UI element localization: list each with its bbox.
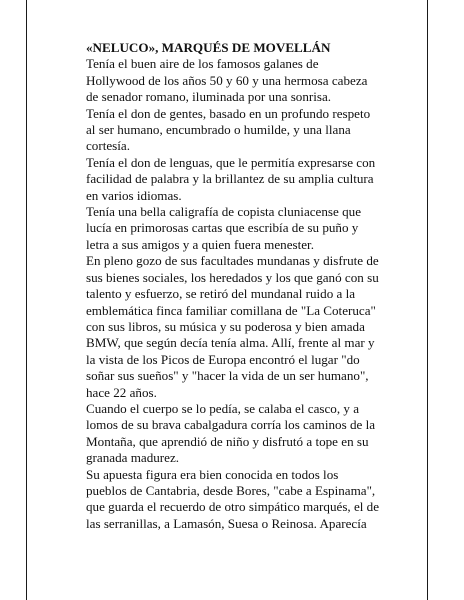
text-line: emblemática finca familiar comillana de "La Coteruca": [86, 302, 376, 318]
text-line: las serranillas, a Lamasón, Suesa o Reinosa. Aparecía: [86, 515, 367, 531]
text-line: Cuando el cuerpo se lo pedía, se calaba el casco, y a: [86, 400, 360, 416]
text-line: pueblos de Cantabria, desde Bores, "cabe a Espinama",: [86, 482, 376, 498]
text-line: con sus libros, su música y su poderosa y bien amada: [86, 318, 365, 334]
paragraph-appearance: [86, 56, 412, 105]
text-line: que guarda el recuerdo de otro simpático marqués, el de: [86, 499, 380, 515]
text-line: En pleno gozo de sus facultades mundanas y disfrute de: [86, 253, 379, 269]
article-title: «NELUCO», MARQUÉS DE MOVELLÁN: [86, 40, 331, 55]
article-column: [86, 40, 412, 532]
text-line: granada madurez.: [86, 450, 180, 466]
text-line: Tenía el don de lenguas, que le permitía expresarse con: [86, 154, 376, 170]
text-line: Su apuesta figura era bien conocida en todos los: [86, 466, 339, 482]
text-line: en varios idiomas.: [86, 187, 182, 203]
text-line: hace 22 años.: [86, 384, 157, 400]
text-line: talento y esfuerzo, se retiró del mundanal ruido a la: [86, 286, 356, 302]
paragraph-calligraphy: [86, 204, 412, 253]
text-line: BMW, que según decía tenía alma. Allí, frente al mar y: [86, 335, 375, 351]
paragraph-cantabria: [86, 467, 412, 533]
text-line: de senador romano, iluminada por una sonrisa.: [86, 89, 332, 105]
text-line: Montaña, que aprendió de niño y disfrutó a tope en su: [86, 433, 369, 449]
text-line: al ser humano, encumbrado o humilde, y una llana: [86, 122, 351, 138]
paragraph-motorcycle: [86, 401, 412, 467]
paragraph-people-skills: [86, 106, 412, 155]
paragraph-languages: [86, 155, 412, 204]
text-line: lomos de su brava cabalgadura corría los caminos de la: [86, 417, 376, 433]
text-line: sus bienes sociales, los heredados y los que ganó con su: [86, 269, 379, 285]
text-line: facilidad de palabra y la brillantez de su amplia cultura: [86, 171, 374, 187]
text-line: la vista de los Picos de Europa encontró el lugar "do: [86, 351, 360, 367]
text-line: letra a sus amigos y a quien fuera menester.: [86, 236, 314, 252]
paragraph-retirement: [86, 253, 412, 401]
text-line: Tenía una bella caligrafía de copista cluniacense que: [86, 204, 362, 220]
text-line: Tenía el don de gentes, basado en un profundo respeto: [86, 105, 371, 121]
text-line: lucía en primorosas cartas que escribía de su puño y: [86, 220, 359, 236]
text-line: cortesía.: [86, 138, 130, 154]
text-line: Hollywood de los años 50 y 60 y una hermosa cabeza: [86, 72, 368, 88]
text-line: soñar sus sueños" y "hacer la vida de un ser humano",: [86, 368, 369, 384]
text-line: Tenía el buen aire de los famosos galanes de: [86, 56, 319, 72]
